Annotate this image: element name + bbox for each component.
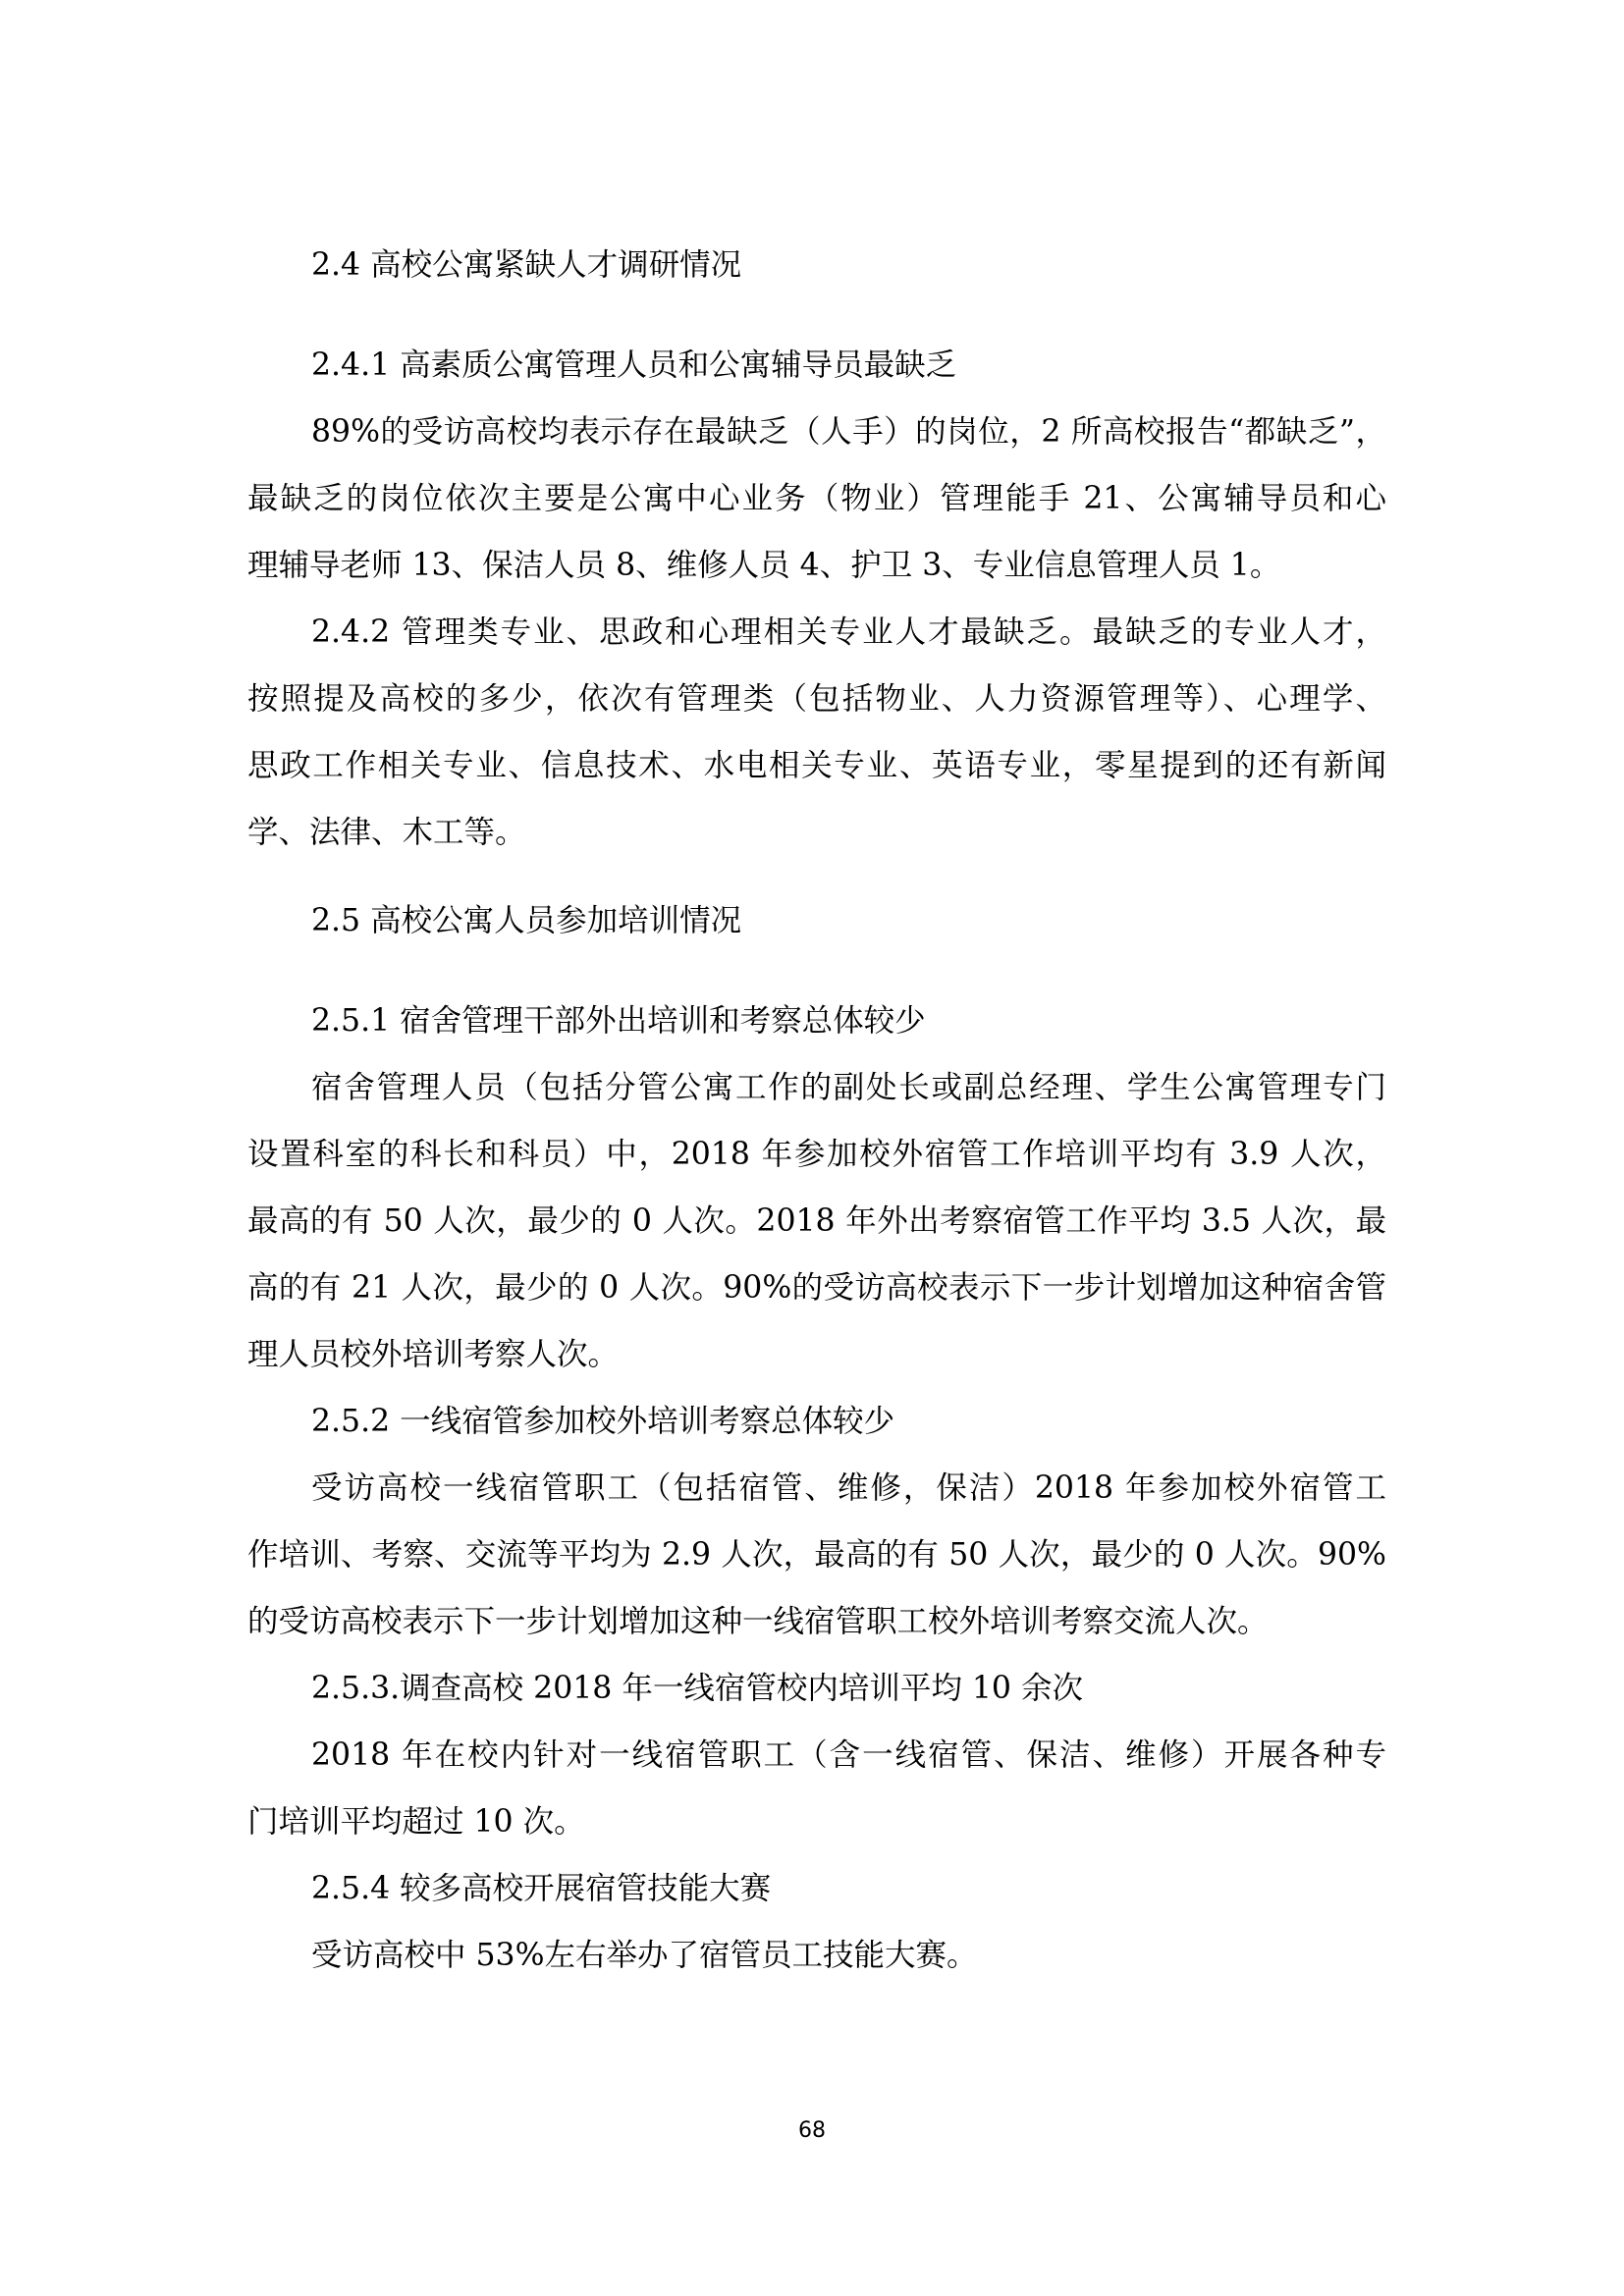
paragraph-line: 89%的受访高校均表示存在最缺乏（人手）的岗位，2 所高校报告“都缺乏”， — [311, 414, 1386, 450]
paragraph-line: 受访高校中 53%左右举办了宿管员工技能大赛。 — [311, 1938, 978, 1973]
paragraph-line: 按照提及高校的多少，依次有管理类（包括物业、人力资源管理等）、心理学、 — [247, 681, 1386, 717]
heading-text: 2.5 高校公寓人员参加培训情况 — [311, 903, 742, 938]
paragraph-2-5-4 — [247, 1922, 1386, 1989]
paragraph-2-4-2 — [247, 599, 1386, 866]
paragraph-2-4-1 — [247, 399, 1386, 599]
paragraph-line: 学、法律、木工等。 — [247, 815, 526, 850]
section-heading-2-5-1 — [247, 988, 1386, 1054]
section-heading-2-5-2 — [247, 1388, 1386, 1455]
section-heading-2-4-1 — [247, 332, 1386, 399]
section-heading-2-5-4 — [247, 1855, 1386, 1922]
paragraph-line: 2018 年在校内针对一线宿管职工（含一线宿管、保洁、维修）开展各种专 — [311, 1737, 1386, 1773]
paragraph-line: 高的有 21 人次，最少的 0 人次。90%的受访高校表示下一步计划增加这种宿舍管 — [247, 1270, 1386, 1306]
paragraph-line: 受访高校一线宿管职工（包括宿管、维修，保洁）2018 年参加校外宿管工 — [311, 1470, 1386, 1506]
paragraph-2-5-2 — [247, 1455, 1386, 1655]
paragraph-line: 最高的有 50 人次，最少的 0 人次。2018 年外出考察宿管工作平均 3.5 人次，最 — [247, 1203, 1386, 1239]
paragraph-line: 2.4.2 管理类专业、思政和心理相关专业人才最缺乏。最缺乏的专业人才， — [311, 614, 1386, 650]
heading-text: 2.4 高校公寓紧缺人才调研情况 — [311, 247, 742, 283]
paragraph-line: 的受访高校表示下一步计划增加这种一线宿管职工校外培训考察交流人次。 — [247, 1604, 1269, 1639]
section-heading-2-4 — [247, 232, 1386, 298]
heading-text: 2.5.1 宿舍管理干部外出培训和考察总体较少 — [311, 1003, 926, 1039]
paragraph-line: 宿舍管理人员（包括分管公寓工作的副处长或副总经理、学生公寓管理专门 — [311, 1070, 1386, 1105]
section-heading-2-5 — [247, 887, 1386, 954]
paragraph-line: 设置科室的科长和科员）中，2018 年参加校外宿管工作培训平均有 3.9 人次， — [247, 1137, 1386, 1172]
section-heading-2-5-3 — [247, 1655, 1386, 1722]
paragraph-line: 最缺乏的岗位依次主要是公寓中心业务（物业）管理能手 21、公寓辅导员和心 — [247, 481, 1386, 516]
paragraph-line: 理人员校外培训考察人次。 — [247, 1337, 620, 1372]
paragraph-line: 思政工作相关专业、信息技术、水电相关专业、英语专业，零星提到的还有新闻 — [247, 748, 1386, 783]
heading-text: 2.5.3.调查高校 2018 年一线宿管校内培训平均 10 余次 — [311, 1671, 1083, 1706]
paragraph-line: 门培训平均超过 10 次。 — [247, 1804, 585, 1840]
paragraph-line: 作培训、考察、交流等平均为 2.9 人次，最高的有 50 人次，最少的 0 人次。90% — [247, 1537, 1386, 1573]
paragraph-line: 理辅导老师 13、保洁人员 8、维修人员 4、护卫 3、专业信息管理人员 1。 — [247, 548, 1281, 583]
heading-text: 2.5.4 较多高校开展宿管技能大赛 — [311, 1871, 772, 1906]
paragraph-2-5-3 — [247, 1722, 1386, 1855]
heading-text: 2.5.2 一线宿管参加校外培训考察总体较少 — [311, 1404, 895, 1439]
page-number: 68 — [798, 2118, 826, 2143]
paragraph-2-5-1 — [247, 1054, 1386, 1388]
heading-text: 2.4.1 高素质公寓管理人员和公寓辅导员最缺乏 — [311, 347, 957, 383]
